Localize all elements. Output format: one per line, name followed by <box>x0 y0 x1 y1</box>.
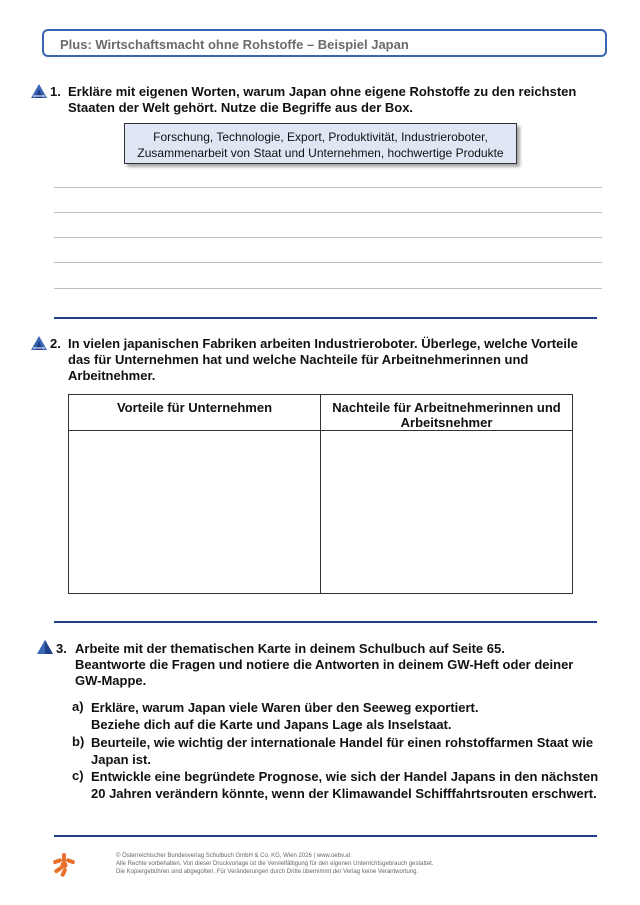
subtask-a-label: a) <box>72 699 84 714</box>
task-3-line: Beantworte die Fragen und notiere die Antworten in deinem GW-Heft oder deiner <box>75 657 574 672</box>
task-3-line: GW-Mappe. <box>75 673 147 688</box>
task-2-number: 2. <box>50 336 61 351</box>
subtask-b-line: Japan ist. <box>91 752 151 767</box>
task-1-number: 1. <box>50 84 61 99</box>
answer-line[interactable] <box>54 187 602 188</box>
task-3-instruction <box>75 641 573 689</box>
task-3-number: 3. <box>56 641 67 656</box>
cons-column-header <box>321 395 573 431</box>
subtask-a-text <box>91 699 479 733</box>
section-divider <box>54 621 597 623</box>
answer-line[interactable] <box>54 288 602 289</box>
level-triangle-icon <box>37 640 53 654</box>
subtask-b-line: Beurteile, wie wichtig der internationale Handel für einen rohstoffarmen Staat wie <box>91 735 594 750</box>
level-triangle-icon <box>31 84 47 98</box>
subtask-c-label: c) <box>72 768 84 783</box>
level-triangle-icon <box>31 336 47 350</box>
cons-header-text: Arbeitsnehmer <box>400 415 493 430</box>
term-box-line: Zusammenarbeit von Staat und Unternehmen, hochwertige Produkte <box>137 146 504 160</box>
copyright-line: Alle Rechte vorbehalten. Von dieser Druckvorlage ist die Vervielfältigung für den eigenen Unterrichtsgebrauch gestattet. <box>116 861 434 867</box>
pros-cons-table <box>68 394 573 594</box>
subtask-c-line: Entwickle eine begründete Prognose, wie sich der Handel Japans in den nächsten <box>91 769 599 784</box>
subtask-c-text <box>91 768 598 802</box>
copyright-line: © Österreichischer Bundesverlag Schulbuch GmbH & Co. KG, Wien 2026 | www.oebv.at <box>116 853 351 859</box>
copyright-line: Die Kopiergebühren sind abgegolten. Für Veränderungen durch Dritte übernimmt der Verlag keine Verantwortung. <box>116 869 419 875</box>
answer-line[interactable] <box>54 212 602 213</box>
task-2-line: In vielen japanischen Fabriken arbeiten Industrieroboter. Überlege, welche Vorteile <box>68 336 578 351</box>
task-2-line: das für Unternehmen hat und welche Nachteile für Arbeitnehmerinnen und <box>68 352 529 367</box>
term-box-line: Forschung, Technologie, Export, Produktivität, Industrieroboter, <box>153 130 488 144</box>
subtask-b-label: b) <box>72 734 85 749</box>
subtask-c-line: 20 Jahren verändern könnte, wenn der Klimawandel Schifffahrtsrouten erschwert. <box>91 786 597 801</box>
task-2-line: Arbeitnehmer. <box>68 368 156 383</box>
subtask-b-text <box>91 734 593 768</box>
task-3-line: Arbeite mit der thematischen Karte in deinem Schulbuch auf Seite 65. <box>75 641 505 656</box>
task-1-line: Erkläre mit eigenen Worten, warum Japan ohne eigene Rohstoffe zu den reichsten <box>68 84 577 99</box>
answer-line[interactable] <box>54 237 602 238</box>
worksheet-header <box>42 29 607 57</box>
pros-column-header <box>69 395 321 431</box>
cons-answer-cell[interactable] <box>321 431 573 594</box>
subtask-a-line: Erkläre, warum Japan viele Waren über den Seeweg exportiert. <box>91 700 479 715</box>
footer-divider <box>54 835 597 837</box>
cons-header-text: Nachteile für Arbeitnehmerinnen und <box>332 400 561 415</box>
pros-answer-cell[interactable] <box>69 431 321 594</box>
answer-line[interactable] <box>54 262 602 263</box>
task-1-instruction <box>68 84 576 116</box>
copyright-notice <box>116 852 434 876</box>
task-1-line: Staaten der Welt gehört. Nutze die Begriffe aus der Box. <box>68 100 414 115</box>
section-divider <box>54 317 597 319</box>
worksheet-title: Plus: Wirtschaftsmacht ohne Rohstoffe – Beispiel Japan <box>60 37 409 52</box>
task-2-instruction <box>68 336 578 384</box>
term-box <box>124 123 517 164</box>
subtask-a-line: Beziehe dich auf die Karte und Japans Lage als Inselstaat. <box>91 717 452 732</box>
pros-header-text: Vorteile für Unternehmen <box>116 400 273 415</box>
publisher-logo-icon <box>52 852 76 878</box>
